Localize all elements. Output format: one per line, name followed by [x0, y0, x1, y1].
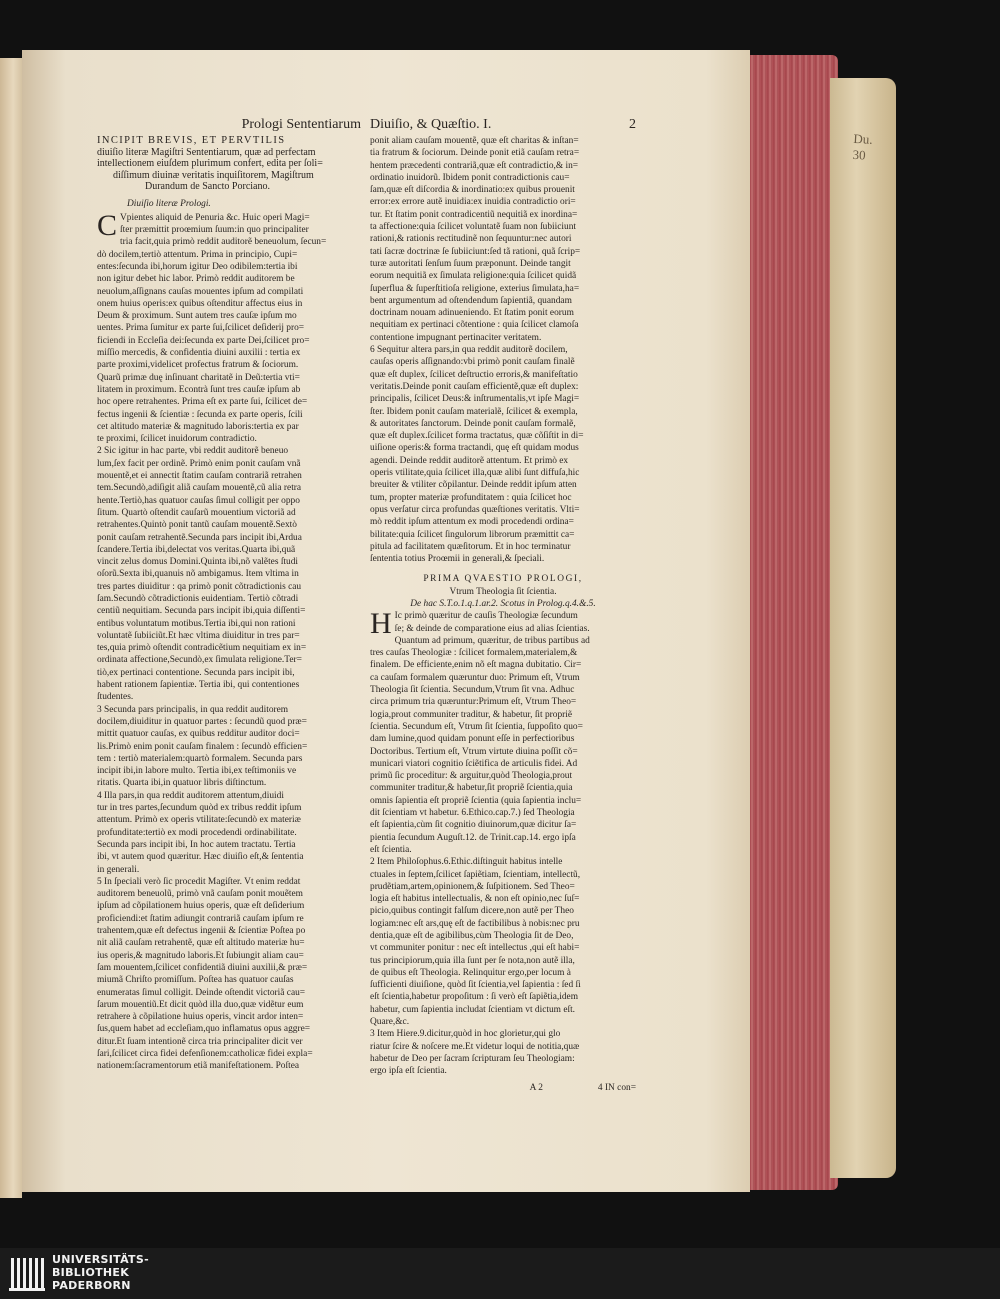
- text-line: hentem præcedenti contrariã,quæ eſt contradictio,& in=: [370, 160, 579, 171]
- text-line: retrahere à cõpilatione huius operis, vincit ardor inten=: [97, 1012, 304, 1023]
- text-line: 3 Secunda pars principalis, in qua reddit auditorem: [97, 704, 289, 715]
- text-line: tur in tres partes,ſecundum quòd ex tribus reddit ipſum: [97, 803, 302, 814]
- text-line: te proximi, ſcilicet inuidorum contradictio.: [97, 434, 257, 445]
- text-line: non igitur debet hic labor. Primò reddit auditorem be: [97, 274, 295, 285]
- left-column: [97, 117, 361, 1073]
- incipit-line: intellectionem eiuſdem plurimum confert, edita per ſoli=: [97, 158, 323, 169]
- text-line: eorum nequitiã ex ſimulata religione:quia ſcilicet quidã: [370, 271, 577, 282]
- text-line: onem huius operis:ex quibus oſtenditur affectus eius in: [97, 298, 303, 309]
- running-head-left: Prologi Sententiarum: [241, 117, 361, 132]
- text-line: de quibus eſt Theologia. Relinquitur ergo,per locum à: [370, 967, 571, 978]
- incipit-line: diſſimum diuinæ veritatis inquiſitorem, Magiſtrum: [113, 169, 314, 181]
- library-logo-bar: [0, 1248, 1000, 1299]
- right-text-body-bottom: [370, 607, 636, 1077]
- text-line: lis.Primò enim ponit cauſam finalem : ſecundò efficien=: [97, 741, 308, 752]
- text-line: ctuales in ſeptem,ſcilicet ſapiẽtiam, ſcientiam, intellectũ,: [370, 869, 581, 880]
- text-line: ponit aliam cauſam mouentẽ, quæ eſt charitas & inſtan=: [370, 136, 579, 146]
- text-line: ſufficienti diuiſione, quòd ſit ſcientia,vel ſapientia : ſed ſi: [370, 980, 581, 991]
- text-line: eſt ſcientia.: [370, 844, 412, 855]
- text-line: neuolum,aſſignans cauſas mouentes ipſum ad compilati: [97, 286, 304, 297]
- text-line: docilem,diuiditur in quatuor partes : ſecundũ quod præ=: [97, 716, 307, 727]
- text-line: ſam mouentem,ſcilicet confidentiã diuini auxilii,& præ=: [97, 962, 308, 973]
- running-head-right: [370, 117, 636, 133]
- text-line: centiũ nequitiam. Secunda pars incipit ibi,quia diſſenti=: [97, 606, 306, 617]
- text-line: lum,ſex facit per ordinẽ. Primò enim ponit cauſam vnã: [97, 458, 301, 469]
- text-line: incipit ibi,in labore multo. Tertia ibi,ex teſtimoniis ve: [97, 766, 297, 777]
- text-line: litatem in proximum. Econtrà ſunt tres cauſæ ipſum ab: [97, 384, 301, 395]
- folio-number: 2: [629, 117, 636, 132]
- text-line: bilitate:quia ſcilicet ſingulorum librorum præmittit ca=: [370, 529, 575, 540]
- text-line: entibus voluntatum motibus.Tertia ibi,qui non rationi: [97, 618, 296, 629]
- text-line: Doctoribus. Tertium eſt, Vtrum virtute diuina poſſit cõ=: [370, 746, 578, 757]
- text-line: tes,quia primò oſtendit contradicẽtium nequitiam ex in=: [97, 643, 307, 654]
- text-line: rationi,& rationis rectitudinẽ non ſequuntur:nec autori: [370, 234, 572, 245]
- incipit: [97, 135, 361, 193]
- text-line: picio,quibus contingit falſum dicere,non autẽ per Theo: [370, 906, 574, 917]
- text-line: pitula ad facilitatem quæſitorum. Et in hoc terminatur: [370, 541, 571, 552]
- dropcap: C: [97, 208, 118, 242]
- text-line: ditur.Et ſuam intentionẽ circa tria principaliter dicit ver: [97, 1036, 303, 1047]
- text-line: Quantum ad primum, quæritur, de tribus partibus ad: [394, 635, 590, 646]
- text-line: omnis ſapientia eſt propriẽ ſcientia (quia ſapientia inclu=: [370, 795, 582, 806]
- text-line: hente.Tertiò,has quatuor cauſas ſimul colligit per oppo: [97, 495, 300, 506]
- question-reference: De hac S.T.o.1.q.1.ar.2. Scotus in Prolog.q.4.&.5.: [410, 598, 596, 609]
- incipit-line: Durandum de Sancto Porciano.: [145, 181, 270, 192]
- text-line: 2 Sic igitur in hac parte, vbi reddit auditorẽ beneuo: [97, 446, 289, 457]
- text-line: voluntatẽ ſubiiciũt.Et hæc vltima diuiditur in tres par=: [97, 630, 300, 641]
- text-line: dam lumine,quod quidam ponunt eſſe in perfectioribus: [370, 734, 575, 745]
- text-line: Theologia ſit ſcientia. Secundum,Vtrum ſit vna. Adhuc: [370, 685, 575, 696]
- text-line: ſam,quæ eſt diſcordia & inordinatio:ex quibus prouenit: [370, 185, 575, 196]
- text-line: ſitum. Quartò oſtendit cauſarũ mouentium victoriã ad: [97, 507, 296, 518]
- library-logo-icon: [9, 1254, 45, 1292]
- text-line: uiſione operis:& forma tractandi, quę eſt quidam modus: [370, 443, 579, 454]
- text-line: ſuperflua & ſuperſtitioſa religione, exterius ſimulata,ha=: [370, 283, 580, 294]
- text-line: trahentem,quæ eſt defectus ingenii & ſcientiæ Poſtea po: [97, 926, 306, 937]
- text-line: entes:ſecunda ibi,horum igitur Deo odibilem:tertia ibi: [97, 261, 298, 272]
- text-line: 5 In ſpeciali verò ſic procedit Magiſter. Vt enim reddat: [97, 876, 301, 887]
- text-line: dò docilem,tertiò attentum. Prima in principio, Cupi=: [97, 249, 298, 260]
- text-line: oſorũ.Sexta ibi,quanuis nõ ambigamus. Item vltima in: [97, 569, 299, 580]
- text-line: habetur, cum ſapientia includat ſcientiam vt dictum eſt.: [370, 1004, 576, 1015]
- text-line: tia fratrum & ſociorum. Deinde ponit etiã cauſam retra=: [370, 148, 580, 159]
- question-subtitle: Vtrum Theologia ſit ſcientia.: [449, 586, 557, 597]
- text-line: tem : tertiò materialem:quartò formalem. Secunda pars: [97, 753, 303, 764]
- text-line: mittit quatuor cauſas, ex quibus redditur auditor doci=: [97, 729, 300, 740]
- text-line: circa primum tria quæruntur:Primum eſt, Vtrum Theo=: [370, 697, 577, 708]
- text-line: 2 Item Philoſophus.6.Ethic.diſtinguit habitus intelle: [370, 857, 563, 868]
- text-line: error:ex errore autẽ inuidia:ex inuidia contradictio ori=: [370, 197, 576, 208]
- text-line: ibi, vt autem quod quæritur. Hæc diuiſio eſt,& ſententia: [97, 852, 304, 863]
- text-line: dit ſcientiam vt habetur. 6.Ethico.cap.7.) ſed Theologia: [370, 808, 575, 819]
- text-line: riatur ſcire & noſcere me.Et videtur loqui de notitia,quæ: [370, 1041, 580, 1052]
- text-line: doctrinam nouam adinueniendo. Et ſtatim ponit eorum: [370, 308, 574, 319]
- text-line: attentum. Primò ex operis vtilitate:ſecundò ex materiæ: [97, 815, 301, 826]
- text-line: habent rationem ſapientiæ. Tertia ibi, qui contentiones: [97, 680, 300, 691]
- text-line: agendi. Deinde reddit auditorẽ attentum. Et primò ex: [370, 455, 569, 466]
- text-line: tati ſacræ doctrinæ ſe ſubiiciunt:ſed tã rationi, quã ſcrip=: [370, 246, 581, 257]
- incipit-line: diuiſio literæ Magiſtri Sententiarum, quæ ad perfectam: [97, 146, 316, 158]
- text-line: miumã Chriſto promiſſum. Poſtea has quatuor cauſas: [97, 975, 294, 986]
- text-line: mouentẽ,et ei annectit ſtatim cauſam contrariã retrahen: [97, 471, 302, 482]
- book-fore-edge: [748, 55, 838, 1190]
- text-line: dentia,quæ eſt de agibilibus,cùm Theologia ſit de Deo,: [370, 931, 574, 941]
- text-line: miſſio mercedis, & confidentia diuini auxilii : tertia ex: [97, 348, 301, 359]
- text-line: ſari,ſcilicet circa fidei defenſionem:catholicæ fidei expla=: [97, 1048, 313, 1059]
- text-line: ſam.Secundò cõtradictionis euidentiam. Tertiò cõtradi: [97, 594, 299, 604]
- text-line: ſus,quem habet ad eccleſiam,quo inflamatus opus aggre=: [97, 1024, 311, 1035]
- text-line: ſter. Ibidem ponit cauſam materialẽ, ſcilicet & exempla,: [370, 406, 578, 417]
- text-line: ſcandere.Tertia ibi,delectat vos veritas.Quarta ibi,quã: [97, 544, 296, 555]
- text-line: Quarũ primæ duę inſinuant charitatẽ in Deũ:tertia vti=: [97, 372, 300, 383]
- library-logo-text: [52, 1253, 149, 1292]
- dropcap: H: [370, 607, 392, 641]
- catchword: 4 IN con=: [597, 1082, 636, 1093]
- section-title: Diuiſio literæ Prologi.: [127, 198, 211, 209]
- text-line: quæ eſt duplex.ſcilicet forma tractatus, quæ cõſiſtit in di=: [370, 431, 584, 442]
- left-text-body: [97, 208, 361, 1073]
- text-line: cet altitudo materiæ & magnitudo laboris:tertia ex par: [97, 421, 299, 432]
- text-line: proficiendi:et ſtatim adiungit contrariã cauſam ipſum re: [97, 913, 304, 924]
- text-line: ſententia totius Proœmii in generali,& ſpeciali.: [370, 554, 545, 565]
- text-line: ordinata affectione,Secundò,ex ſimulata religione.Ter=: [97, 655, 302, 666]
- text-line: Vpientes aliquid de Penuria &c. Huic operi Magi=: [120, 212, 310, 223]
- logo-line: UNIVERSITÄTS-: [52, 1253, 149, 1266]
- text-line: tur. Et ſtatim ponit contradicentiũ nequitiã ex inordina=: [370, 209, 578, 220]
- vellum-binding: [830, 78, 896, 1178]
- text-line: ipſum ad cõpilationem huius operis, quæ eſt deſiderium: [97, 901, 305, 912]
- text-line: nequitiam ex pertinaci cõtentione : quia ſcilicet clamoſa: [370, 320, 579, 331]
- incipit-line: INCIPIT BREVIS, ET PERVTILIS: [97, 135, 286, 146]
- text-line: tus principiorum,quia illa ſunt per ſe nota,non autẽ illa,: [370, 955, 575, 966]
- text-line: ſarum mouentiũ.Et dicit quòd illa duo,quæ vidẽtur eum: [97, 999, 304, 1010]
- text-line: primũ ſic proceditur: & arguitur,quòd Theologia,prout: [370, 771, 573, 782]
- text-line: eſt ſapientia,cùm ſit cognitio diuinorum,quæ dicitur ſa=: [370, 820, 577, 831]
- text-line: principalis, ſcilicet Deus:& inſtrumentalis,vt ipſe Magi=: [370, 394, 580, 405]
- text-line: nit aliã cauſam retrahentẽ, quæ eſt altitudo materiæ hu=: [97, 938, 305, 949]
- text-line: hoc opere retrahentes. Prima eſt ex parte ſui, ſcilicet de=: [97, 397, 308, 408]
- text-line: profunditate:tertiò ex modi procedendi ordinabilitate.: [97, 827, 297, 838]
- text-line: tum, propter materiæ profunditatem : quia ſcilicet hoc: [370, 492, 572, 503]
- text-line: ergo ipſa eſt ſcientia.: [370, 1066, 447, 1077]
- text-line: tres partes diuiditur : qa primò ponit cõtradictionis cau: [97, 581, 302, 592]
- text-line: ponit cauſam retrahentẽ.Secunda pars incipit ibi,Ardua: [97, 532, 302, 543]
- text-line: vincit zelus domus Domini.Quinta ibi,nõ valẽtes ſtudi: [97, 557, 299, 568]
- text-line: habetur de Deo per ſacram ſcripturam ſeu Theologiam:: [370, 1053, 575, 1064]
- text-line: parte proximi,videlicet profectus fratrum & ſociorum.: [97, 360, 299, 371]
- text-line: tria facit,quia primò reddit auditorẽ beneuolum, ſecun=: [120, 237, 327, 248]
- text-line: ſcientia. Secundum eſt, Vtrum ſit ſcientia, ſuppoſito quo=: [370, 721, 583, 732]
- text-line: communiter traditur,& habetur,ſit propriẽ ſcientia,quia: [370, 783, 573, 794]
- text-line: contentione impugnant pertinaciter veritatem.: [370, 332, 542, 343]
- signature-mark: A 2: [529, 1082, 543, 1093]
- text-line: opus verſatur circa profundas quæſtiones veritatis. Vlti=: [370, 504, 580, 515]
- text-line: pientia ſecundum Auguſt.12. de Trinit.cap.14. ergo ipſa: [370, 832, 576, 843]
- text-line: mò reddit ipſum attentum ex modi procedendi ordina=: [370, 517, 574, 528]
- text-line: finalem. De efficiente,enim nõ eſt magna dubitatio. Cir=: [370, 660, 582, 671]
- text-line: ſter præmittit proœmium ſuum:in quo principaliter: [120, 225, 309, 236]
- text-line: Ic primò quæritur de cauſis Theologiæ ſecundum: [394, 611, 578, 622]
- right-column: [370, 117, 636, 1094]
- text-line: fectus ingenii & ſcientiæ : ſecunda ex parte operis, ſcili: [97, 409, 303, 420]
- spine-label: Du. 30: [852, 130, 873, 163]
- left-page-edge: [0, 58, 22, 1198]
- text-line: 6 Sequitur altera pars,in qua reddit auditorẽ docilem,: [370, 345, 568, 356]
- text-line: logiam:nec eſt ars,quę eſt de factibilibus à nobis:nec pru: [370, 918, 580, 929]
- text-line: ficiendi in Eccleſia dei:ſecunda ex parte Dei,ſcilicet pro=: [97, 335, 310, 346]
- text-line: bent argumentum ad oſtendendum ſapientiã, quandam: [370, 295, 572, 306]
- text-line: ca cauſam formalem quæruntur duo: Primum eſt, Vtrum: [370, 672, 580, 683]
- text-line: 4 Illa pars,in qua reddit auditorem attentum,diuidi: [97, 790, 284, 801]
- text-line: uentes. Prima ſumitur ex parte ſui,ſcilicet deſiderij pro=: [97, 323, 305, 334]
- text-line: enumeratas ſimul colligit. Deinde oſtendit victoriã cau=: [97, 987, 306, 998]
- text-line: ſtudentes.: [97, 692, 134, 703]
- question-title: PRIMA QVAESTIO PROLOGI,: [423, 574, 583, 585]
- running-head-title: Diuiſio, & Quæſtio. I.: [370, 117, 492, 132]
- text-line: prudẽtiam,artem,opinionem,& ſuſpitionem. Sed Theo=: [370, 881, 575, 892]
- text-line: tres cauſas Theologiæ : ſcilicet formalem,materialem,&: [370, 648, 578, 659]
- text-line: & autoritates ſanctorum. Deinde ponit cauſam formalẽ,: [370, 418, 576, 429]
- text-line: nationem:ſacramentorum etiã manifeſtationem. Poſtea: [97, 1061, 300, 1072]
- text-line: eſt ſcientia,habetur propoſitum : ſi verò eſt ſapiẽtia,idem: [370, 992, 579, 1003]
- text-line: tem.Secundò,adiſigit aliã cauſam mouentẽ,cũ alia retra: [97, 483, 302, 494]
- text-line: tiò,ex pertinaci contentione. Secunda pars incipit ibi,: [97, 667, 295, 678]
- text-line: logia eſt habitus intellectualis, & non eſt opinio,nec ſuſ=: [370, 894, 580, 905]
- text-line: ritatis. Quarta ibi,in quatuor libris diſtinctum.: [97, 778, 267, 789]
- text-line: vt communiter ponitur : nec eſt intellectus ,qui eſt habi=: [370, 943, 580, 954]
- text-line: retrahentes.Quintò ponit tantũ cauſam mouentẽ.Sextò: [97, 520, 297, 531]
- text-line: veritatis.Deinde ponit cauſam efficientẽ,quæ eſt duplex:: [370, 381, 579, 392]
- text-line: in generali.: [97, 864, 140, 875]
- text-line: operis vtilitate,quia ſcilicet illa,quæ alibi ſunt diffuſa,hic: [370, 468, 580, 479]
- right-text-body-top: [370, 135, 636, 565]
- text-line: ſe; & deinde de comparatione eius ad alias ſcientias.: [394, 623, 590, 634]
- text-line: breuiter & vtiliter cõpilantur. Deinde reddit ipſum atten: [370, 480, 577, 491]
- text-line: cauſas operis aſſignando:vbi primò ponit cauſam finalẽ: [370, 357, 575, 368]
- text-line: logia,prout communiter traditur, & habetur, ſit propriẽ: [370, 709, 573, 720]
- text-line: auditorem beneuolũ, primò vnã cauſam ponit mouẽtem: [97, 889, 303, 900]
- text-line: Deum & proximum. Sunt autem tres cauſæ ipſum mo: [97, 311, 297, 322]
- text-line: ordinatio inuidorũ. Ibidem ponit contradictionis cau=: [370, 172, 570, 183]
- text-line: quæ eſt duplex, ſcilicet deſtructio erroris,& manifeſtatio: [370, 369, 578, 380]
- text-line: Quare,&c.: [370, 1017, 410, 1028]
- text-line: ta affectione:quia ſcilicet voluntatẽ ſuam non ſubiiciunt: [370, 222, 577, 233]
- text-line: Secunda pars incipit ibi, In hoc autem tractatu. Tertia: [97, 839, 296, 850]
- text-line: municari viatori cognitio ſciẽtifica de articulis fidei. Ad: [370, 758, 578, 769]
- text-line: 3 Item Hiere.9.dicitur,quòd in hoc glorietur,qui glo: [370, 1029, 561, 1040]
- logo-line: PADERBORN: [52, 1279, 131, 1292]
- text-line: ius operis,& magnitudo laboris.Et ſubiungit aliam cau=: [97, 950, 304, 961]
- logo-line: BIBLIOTHEK: [52, 1266, 130, 1279]
- page-footer: [370, 1082, 636, 1094]
- text-line: turæ autoritati ſenſum ſuum præponunt. Deinde tangit: [370, 258, 571, 269]
